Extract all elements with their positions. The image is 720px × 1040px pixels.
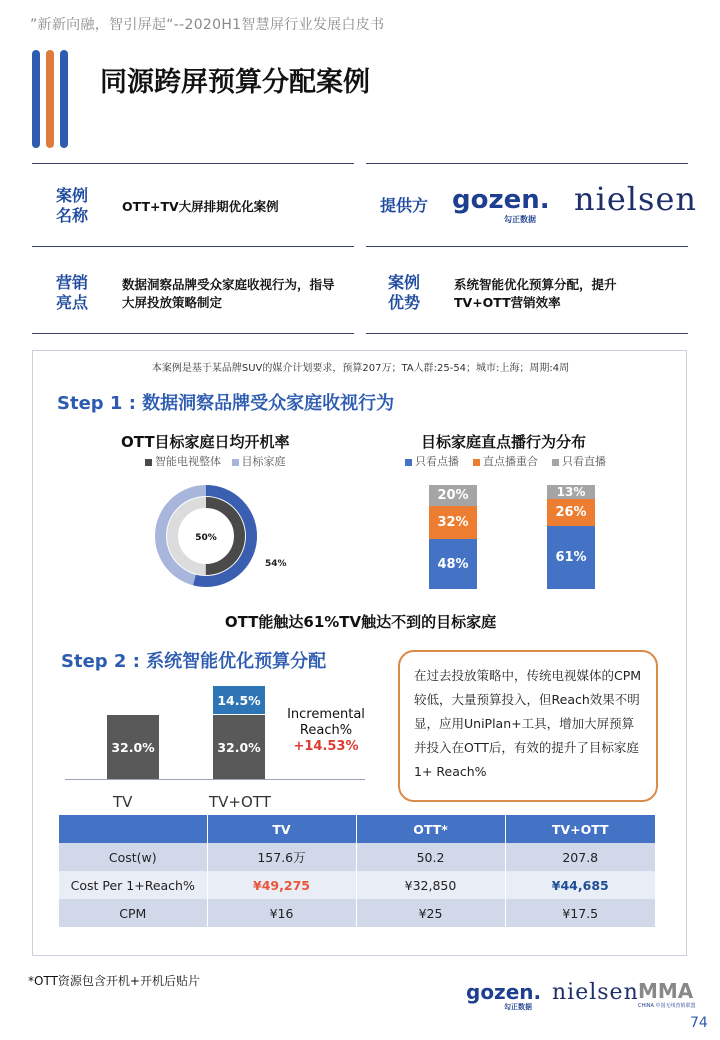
table-row: Cost Per 1+Reach% ¥49,275 ¥32,850 ¥44,685 bbox=[59, 871, 655, 899]
x-label-tvott: TV+OTT bbox=[209, 793, 271, 811]
provider-label: 提供方 bbox=[380, 196, 429, 215]
gozen-logo: gozen. 勾正数据 bbox=[452, 185, 550, 224]
divider bbox=[366, 163, 688, 164]
page-caption: ”新新向融，智引屏起“--2020H1智慧屏行业发展白皮书 bbox=[30, 17, 385, 33]
stacked-legend bbox=[405, 453, 606, 469]
legend-item: 直点播重合 bbox=[473, 455, 538, 468]
bar-segment: 13% bbox=[547, 485, 595, 499]
x-label-tv: TV bbox=[113, 793, 133, 811]
donut-legend bbox=[145, 453, 286, 469]
table-header: TV bbox=[207, 815, 356, 843]
divider bbox=[32, 163, 354, 164]
bar-segment: 32% bbox=[429, 506, 477, 539]
legend-item: 只看点播 bbox=[405, 455, 459, 468]
callout-box: 在过去投放策略中，传统电视媒体的CPM较低，大量预算投入，但Reach效果不明显，应用UniPlan+工具，增加大屏预算并投入在OTT后，有效的提升了目标家庭 1+ Reach% bbox=[398, 650, 658, 802]
cost-table bbox=[59, 815, 655, 927]
highlight-value: 数据洞察品牌受众家庭收视行为，指导大屏投放策略制定 bbox=[122, 277, 335, 310]
legend-item: 只看直播 bbox=[552, 455, 606, 468]
donut-chart bbox=[151, 481, 261, 591]
bar-segment: 61% bbox=[547, 526, 595, 589]
bar-segment: 20% bbox=[429, 485, 477, 506]
divider bbox=[366, 333, 688, 334]
page-number: 74 bbox=[690, 1015, 708, 1031]
step2-heading: Step 2 : 系统智能优化预算分配 bbox=[61, 651, 327, 672]
page-title: 同源跨屏预算分配案例 bbox=[100, 67, 370, 98]
table-row: Cost(w) 157.6万 50.2 207.8 bbox=[59, 843, 655, 871]
footer-gozen-logo: gozen. 勾正数据 bbox=[466, 980, 542, 1011]
incremental-annotation: Incremental Reach% +14.53% bbox=[287, 707, 365, 754]
case-name-label: 案例 名称 bbox=[56, 186, 89, 225]
donut-title: OTT目标家庭日均开机率 bbox=[121, 433, 290, 451]
highlight-label: 营销 亮点 bbox=[56, 273, 89, 312]
conclusion-text: OTT能触达61%TV触达不到的目标家庭 bbox=[224, 613, 497, 631]
donut-outer-label: 54% bbox=[265, 559, 287, 569]
divider bbox=[32, 246, 354, 247]
reach-bar: 14.5% bbox=[213, 686, 265, 715]
step1-heading: Step 1 : 数据洞察品牌受众家庭收视行为 bbox=[57, 393, 395, 414]
advantage-value: 系统智能优化预算分配，提升TV+OTT营销效率 bbox=[454, 277, 617, 310]
bar-segment: 48% bbox=[429, 539, 477, 589]
stacked-bar bbox=[429, 485, 477, 589]
stacked-bar bbox=[547, 485, 595, 589]
table-header bbox=[59, 815, 207, 843]
bar-segment: 26% bbox=[547, 499, 595, 526]
divider bbox=[366, 246, 688, 247]
stacked-title: 目标家庭直点播行为分布 bbox=[421, 433, 587, 451]
footer-nielsen-logo: nielsen bbox=[552, 980, 639, 1005]
reach-bar: 32.0% bbox=[107, 715, 159, 779]
chart-baseline bbox=[65, 779, 365, 780]
nielsen-logo: nielsen bbox=[574, 180, 697, 218]
footnote: *OTT资源包含开机+开机后贴片 bbox=[28, 974, 200, 988]
legend-item: 智能电视整体 bbox=[145, 455, 221, 468]
case-note: 本案例是基于某品牌SUV的媒介计划要求，预算207万；TA人群:25-54；城市:上海；周期:4周 bbox=[151, 363, 570, 374]
table-header: TV+OTT bbox=[505, 815, 655, 843]
table-header: OTT* bbox=[356, 815, 505, 843]
legend-item: 目标家庭 bbox=[232, 455, 286, 468]
divider bbox=[32, 333, 354, 334]
reach-bar: 32.0% bbox=[213, 715, 265, 779]
footer-mma-logo: MMA CHINA 中国无线营销联盟 bbox=[638, 979, 696, 1009]
donut-inner-label: 50% bbox=[195, 533, 217, 543]
advantage-label: 案例 优势 bbox=[388, 273, 421, 312]
case-name-value: OTT+TV大屏排期优化案例 bbox=[122, 199, 279, 214]
table-row: CPM ¥16 ¥25 ¥17.5 bbox=[59, 899, 655, 927]
